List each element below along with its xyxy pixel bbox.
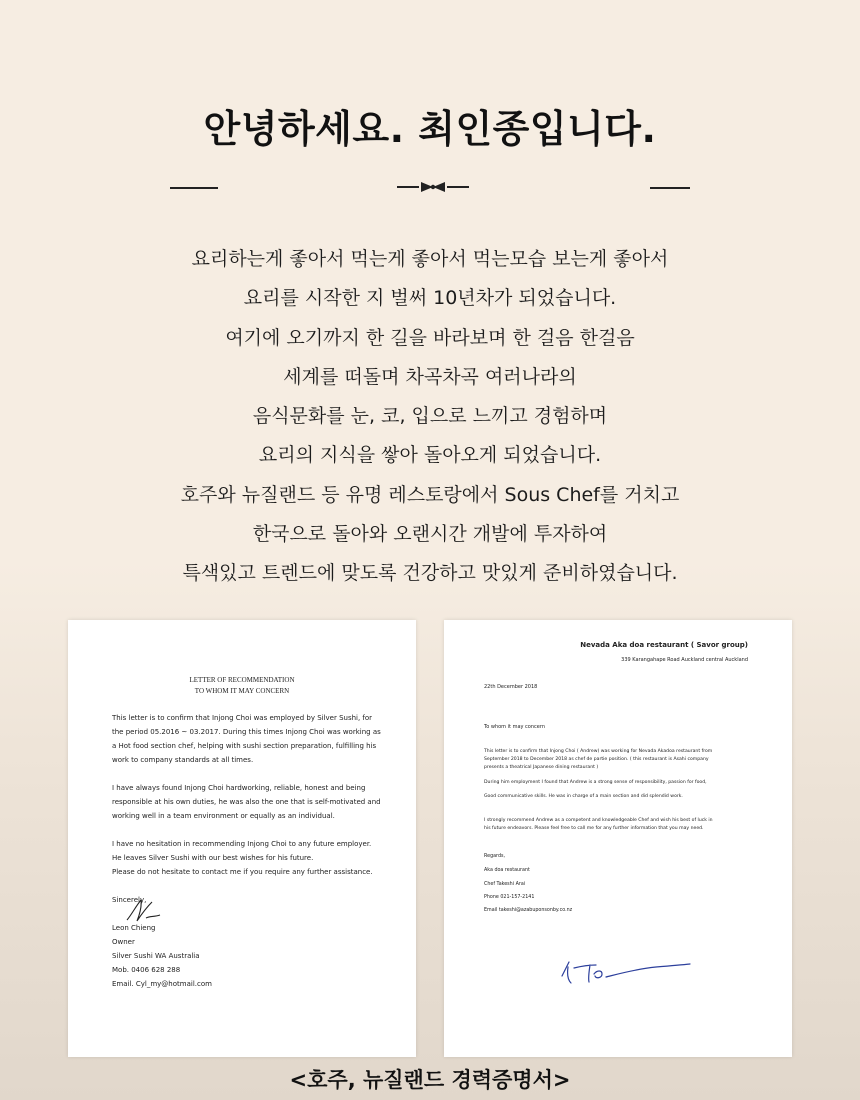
recommendation-letter-silver-sushi	[68, 620, 416, 1057]
intro-text	[0, 240, 860, 594]
signer-line: Email takeshi@azabuponsonby.co.nz	[484, 908, 573, 913]
divider-left	[170, 187, 218, 189]
letter-text-line: working well in a team environment or equally as an individual.	[112, 812, 335, 820]
signer-line: Regards,	[484, 854, 506, 859]
intro-line: 음식문화를 눈, 코, 입으로 느끼고 경험하며	[252, 405, 608, 428]
letter-text-line: his future endeavors. Please feel free to call me for any further information that you may need.	[484, 826, 704, 831]
ornament-icon	[397, 178, 469, 196]
letter-salutation: To whom it may concern	[484, 724, 545, 730]
signature-mark	[556, 950, 694, 990]
signer-line: Chef Takeshi Arai	[484, 882, 526, 887]
letter-text-line: I have no hesitation in recommending Injong Choi to any future employer.	[112, 840, 372, 848]
letter-text-line: Good communicative skills. He was in charge of a main section and did splendid work.	[484, 794, 683, 799]
documents-caption: <호주, 뉴질랜드 경력증명서>	[289, 1068, 571, 1092]
letter-text-line: During him employment I found that Andrew is a strong sense of responsibility, passion for food,	[484, 780, 707, 785]
letter-text-line: This letter is to confirm that Injong Choi was employed by Silver Sushi, for	[112, 714, 373, 722]
letter-date: 22th December 2018	[484, 684, 538, 690]
signer-line: Silver Sushi WA Australia	[112, 952, 200, 960]
intro-line: 특색있고 트렌드에 맞도록 건강하고 맛있게 준비하였습니다.	[182, 562, 678, 585]
letter-text-line: a Hot food section chef, helping with sushi section preparation, fulfilling his	[112, 742, 377, 750]
intro-line: 여기에 오기까지 한 길을 바라보며 한 걸음 한걸음	[225, 326, 635, 349]
divider-right	[650, 187, 690, 189]
letterhead-address: 339 Karangahape Road Auckland central Auckland	[621, 657, 748, 663]
letter-heading: TO WHOM IT MAY CONCERN	[194, 687, 290, 695]
letter-text-line: responsible at his own duties, he was also the one that is self-motivated and	[112, 798, 381, 806]
letter-text-line: presents a theatrical Japanese dining restaurant )	[484, 765, 599, 770]
signer-line: Phone 021-157-2141	[484, 895, 535, 900]
intro-line: 세계를 떠돌며 차곡차곡 여러나라의	[283, 365, 577, 388]
intro-line: 요리를 시작한 지 벌써 10년차가 되었습니다.	[243, 287, 617, 310]
letter-text-line: work to company standards at all times.	[112, 756, 254, 764]
signer-line: Leon Chieng	[112, 924, 156, 932]
signature-mark	[124, 896, 164, 924]
letter-text-line: I strongly recommend Andrew as a competent and knowledgeable Chef and wish his best of luck in	[484, 818, 713, 823]
letter-text-line: He leaves Silver Sushi with our best wishes for his future.	[112, 854, 314, 862]
signer-line: Mob. 0406 628 288	[112, 966, 181, 974]
intro-line: 호주와 뉴질랜드 등 유명 레스토랑에서 Sous Chef를 거치고	[180, 483, 680, 506]
intro-line: 한국으로 돌아와 오랜시간 개발에 투자하여	[252, 523, 608, 546]
intro-line: 요리하는게 좋아서 먹는게 좋아서 먹는모습 보는게 좋아서	[191, 248, 669, 270]
signer-line: Aka doa restaurant	[484, 868, 530, 873]
letter-text-line: September 2018 to December 2018 as chef de partie position. ( this restaurant is Asahi company	[484, 757, 709, 762]
letter-text-line: the period 05.2016 ~ 03.2017. During this times Injong Choi was working as	[112, 728, 381, 736]
letter-text-line: This letter is to confirm that Injong Choi ( Andrew) was working for Nevada Akadoa restaurant from	[484, 749, 713, 754]
signer-line: Owner	[112, 938, 135, 946]
letterhead-name: Nevada Aka doa restaurant ( Savor group)	[580, 641, 748, 649]
page-title: 안녕하세요. 최인종입니다.	[203, 107, 657, 151]
intro-line: 요리의 지식을 쌓아 돌아오게 되었습니다.	[258, 444, 602, 467]
letter-text-line: Please do not hesitate to contact me if you require any further assistance.	[112, 868, 373, 876]
letter-closing: Sincerely,	[112, 896, 147, 904]
letter-text-line: I have always found Injong Choi hardworking, reliable, honest and being	[112, 784, 366, 792]
letter-heading: LETTER OF RECOMMENDATION	[189, 676, 295, 684]
recommendation-letter-aka-doa	[444, 620, 792, 1057]
signer-line: Email. Cyl_my@hotmail.com	[112, 980, 212, 988]
